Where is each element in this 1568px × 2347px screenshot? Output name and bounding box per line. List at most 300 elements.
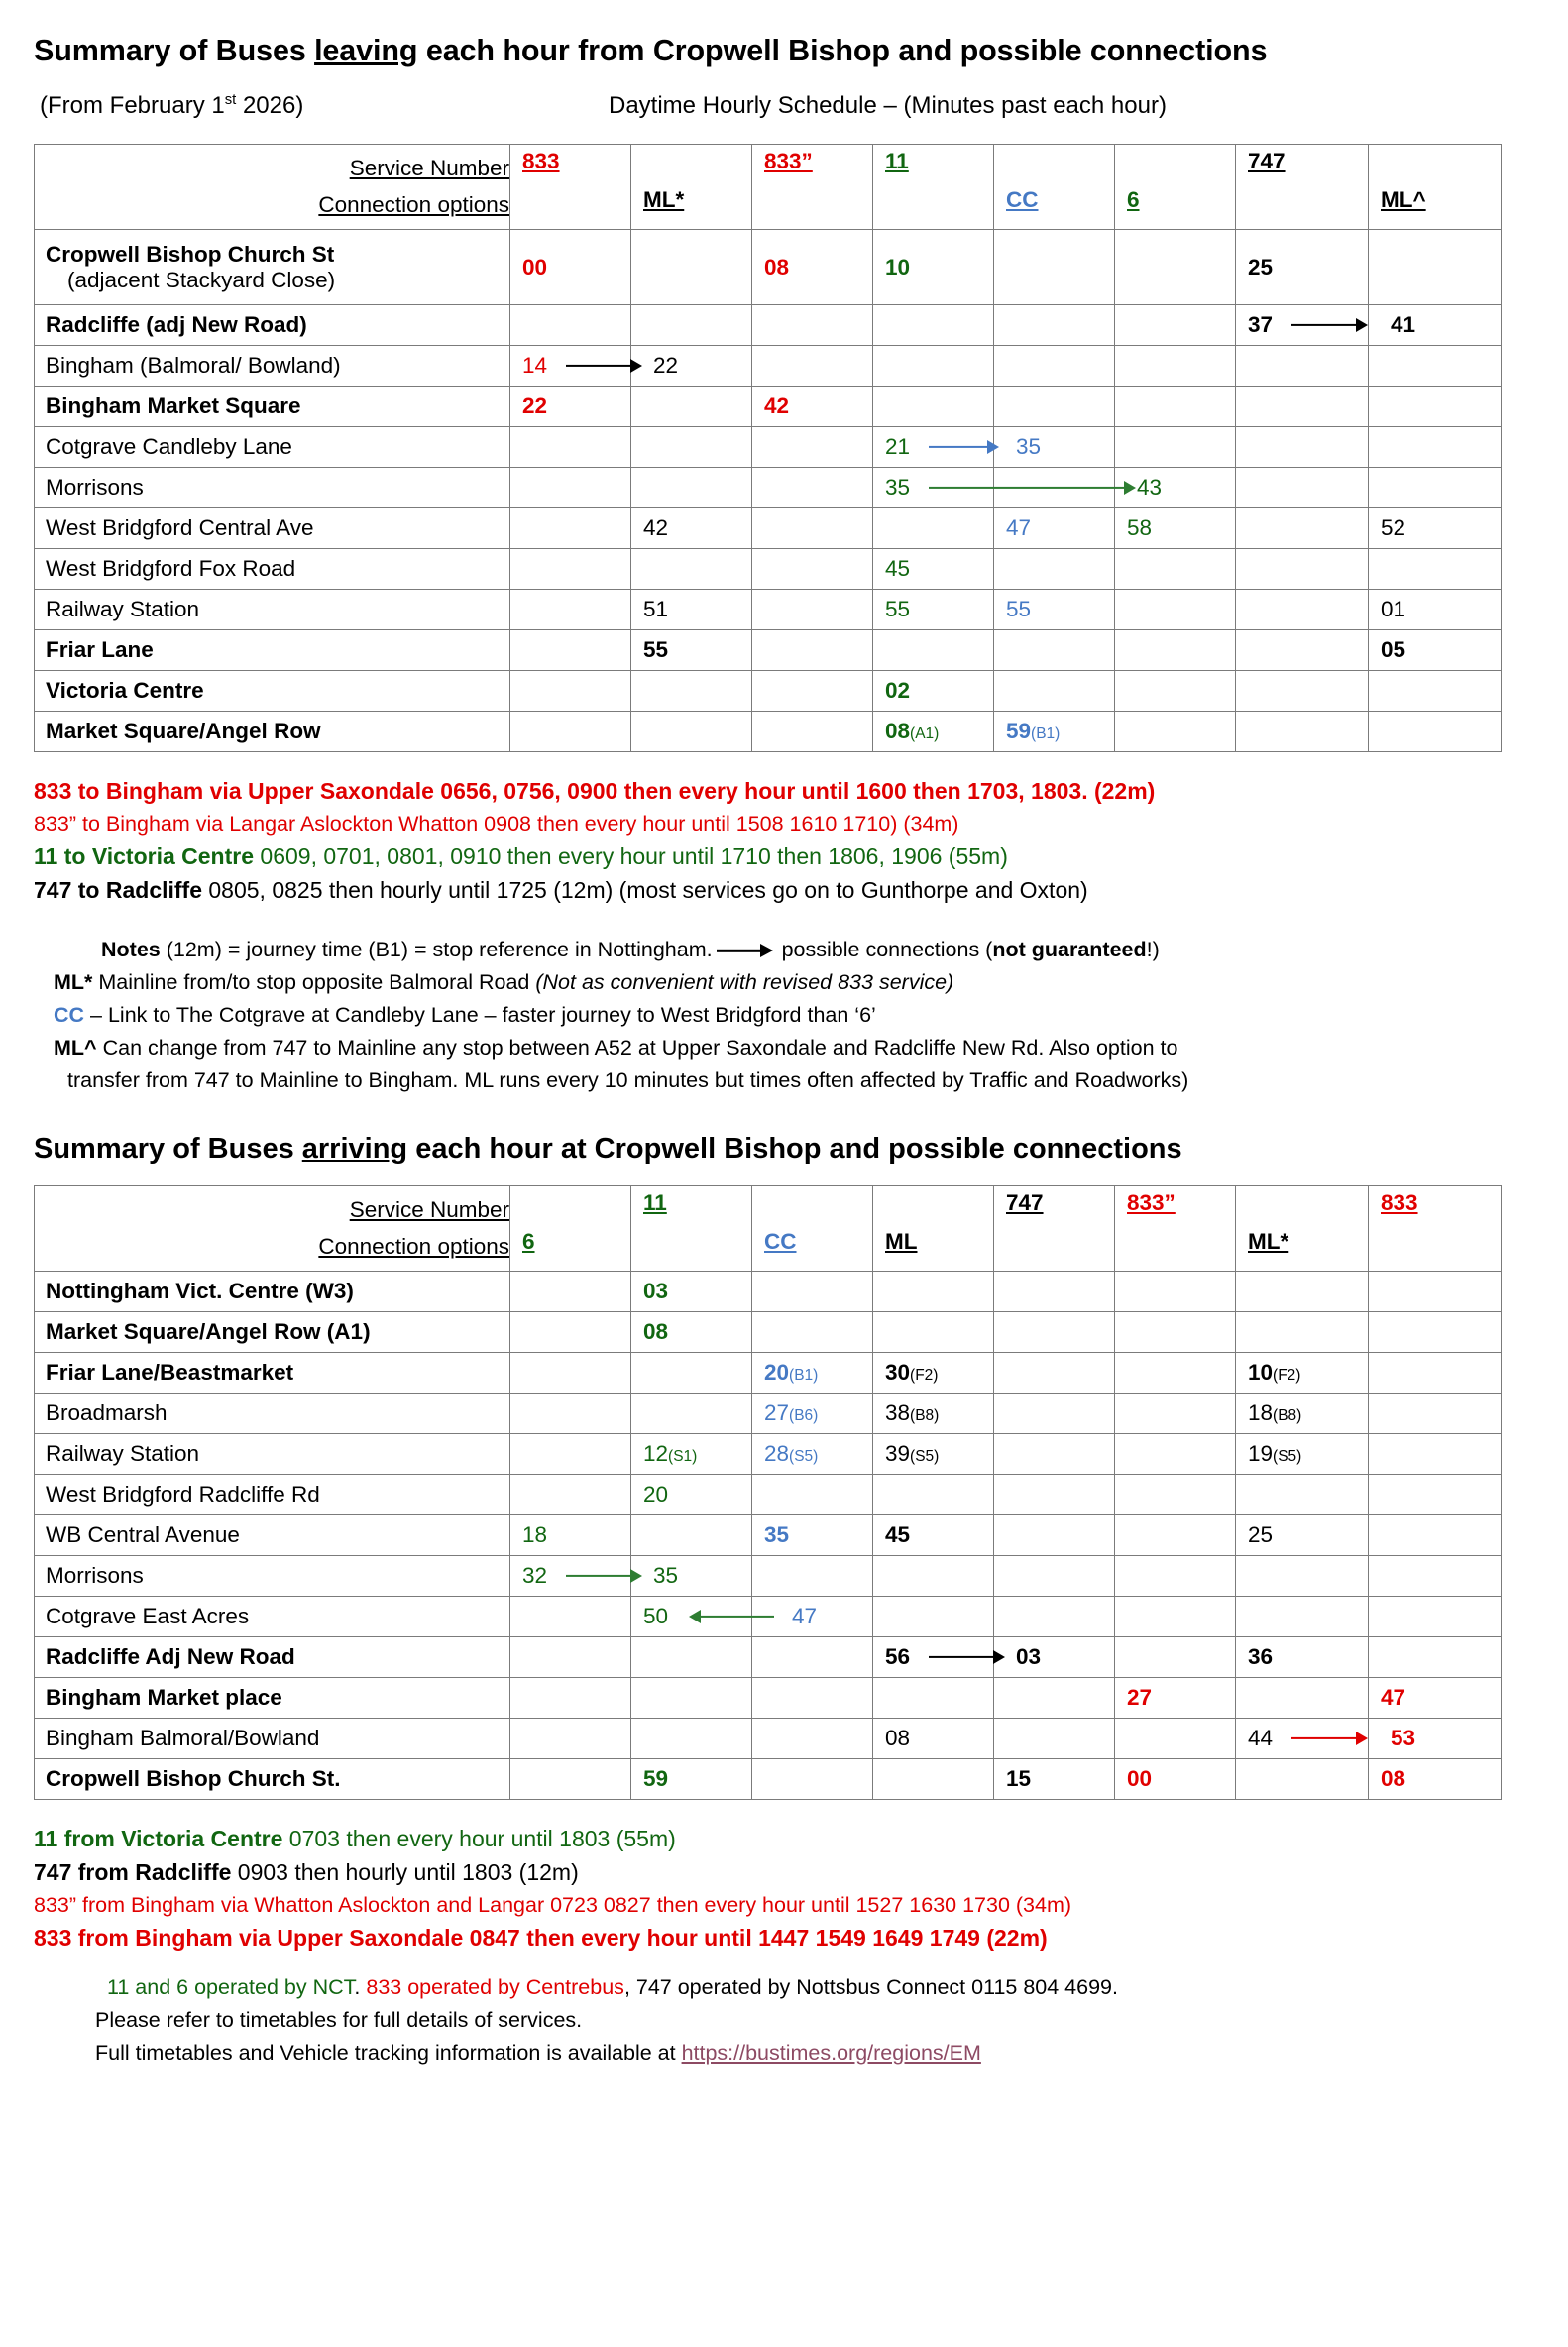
column-connection-option: ML^ bbox=[1381, 187, 1426, 212]
time-cell bbox=[873, 427, 994, 468]
column-header-6-0 bbox=[510, 1186, 631, 1272]
time-value: 19 bbox=[1248, 1441, 1274, 1466]
time-cell bbox=[873, 1759, 994, 1800]
operator-nct: 11 and 6 operated by NCT bbox=[107, 1975, 355, 1999]
note-ml-caret-cont: transfer from 747 to Mainline to Bingham. ML runs every 10 minutes but times often affected by Traffic and Roadworks) bbox=[67, 1068, 1189, 1092]
time-cell bbox=[510, 630, 631, 671]
connection-arrow-icon bbox=[1291, 1732, 1369, 1744]
time-cell bbox=[994, 1475, 1115, 1515]
time-value: 38 bbox=[885, 1400, 911, 1425]
stop-reference: (B1) bbox=[1031, 726, 1061, 742]
time-cell bbox=[994, 630, 1115, 671]
table-row bbox=[35, 1719, 1502, 1759]
column-header-ML-7 bbox=[1369, 145, 1502, 230]
time-cell bbox=[1115, 630, 1236, 671]
table-row bbox=[35, 1759, 1502, 1800]
note-ml-caret bbox=[34, 1036, 1534, 1061]
time-cell bbox=[994, 230, 1115, 305]
time-cell bbox=[994, 1312, 1115, 1353]
time-cell bbox=[994, 346, 1115, 387]
service-times: 0805, 0825 then hourly until 1725 (12m) (most services go on to Gunthorpe and Oxton) bbox=[202, 877, 1088, 903]
time-value: 51 bbox=[643, 597, 669, 621]
time-value: 00 bbox=[1127, 1766, 1153, 1791]
time-cell bbox=[752, 346, 873, 387]
time-cell bbox=[631, 1556, 752, 1597]
operator-nottsbus: , 747 operated by Nottsbus Connect 0115 804 4699. bbox=[623, 1975, 1118, 1999]
time-value: 08 bbox=[643, 1319, 669, 1344]
time-value: 01 bbox=[1381, 597, 1406, 621]
time-cell bbox=[873, 1272, 994, 1312]
time-cell bbox=[1369, 671, 1502, 712]
service-number: 833” bbox=[34, 812, 77, 836]
time-cell bbox=[752, 712, 873, 752]
leaving-service-legend bbox=[34, 778, 1534, 904]
stop-name-cell: West Bridgford Radcliffe Rd bbox=[35, 1475, 510, 1515]
time-value: 45 bbox=[885, 1522, 911, 1547]
time-value: 35 bbox=[653, 1563, 679, 1588]
time-cell bbox=[994, 508, 1115, 549]
column-service-number: 833 bbox=[522, 149, 560, 173]
table-row bbox=[35, 1515, 1502, 1556]
time-cell bbox=[1369, 387, 1502, 427]
stop-reference: (S5) bbox=[789, 1448, 819, 1465]
column-service-number: 747 bbox=[1248, 149, 1286, 173]
time-cell bbox=[510, 468, 631, 508]
time-cell bbox=[510, 1678, 631, 1719]
time-cell bbox=[631, 508, 752, 549]
time-cell bbox=[510, 387, 631, 427]
service-number: 747 bbox=[34, 877, 72, 903]
time-cell bbox=[631, 1597, 752, 1637]
title-pre: Summary of Buses bbox=[34, 34, 315, 67]
effective-date-pre: (From February 1 bbox=[40, 92, 225, 119]
time-cell bbox=[1115, 508, 1236, 549]
column-service-number: 833 bbox=[1381, 1190, 1418, 1215]
connection-arrow-icon bbox=[717, 946, 778, 955]
time-cell bbox=[1369, 305, 1502, 346]
column-header-ML-3 bbox=[873, 1186, 994, 1272]
time-cell bbox=[1115, 387, 1236, 427]
time-cell bbox=[1236, 671, 1369, 712]
column-header-833-5 bbox=[1115, 1186, 1236, 1272]
time-cell bbox=[631, 468, 752, 508]
time-cell bbox=[1369, 549, 1502, 590]
time-cell bbox=[1115, 1475, 1236, 1515]
column-service-number: 747 bbox=[1006, 1190, 1044, 1215]
tracking-text: Full timetables and Vehicle tracking information is available at bbox=[95, 2041, 682, 2065]
time-value: 27 bbox=[764, 1400, 790, 1425]
time-cell bbox=[752, 305, 873, 346]
table-row bbox=[35, 1394, 1502, 1434]
column-header-ML-1 bbox=[631, 145, 752, 230]
stop-name-sub: (adjacent Stackyard Close) bbox=[67, 267, 336, 292]
note-cc bbox=[34, 1003, 1534, 1028]
time-cell bbox=[1236, 305, 1369, 346]
column-service-number: 11 bbox=[643, 1190, 667, 1215]
time-cell bbox=[1369, 1719, 1502, 1759]
time-cell bbox=[1369, 1759, 1502, 1800]
stop-name-cell: Cropwell Bishop Church St. bbox=[35, 1759, 510, 1800]
service-number: 833 bbox=[34, 778, 72, 804]
time-cell bbox=[1369, 1515, 1502, 1556]
time-cell bbox=[994, 1515, 1115, 1556]
column-header-747-6 bbox=[1236, 145, 1369, 230]
time-cell bbox=[1115, 671, 1236, 712]
time-cell bbox=[994, 1597, 1115, 1637]
time-value: 39 bbox=[885, 1441, 911, 1466]
time-value: 18 bbox=[522, 1522, 548, 1547]
stop-name-cell: Friar Lane/Beastmarket bbox=[35, 1353, 510, 1394]
time-cell bbox=[1369, 1556, 1502, 1597]
notes-not-guaranteed: not guaranteed bbox=[992, 938, 1147, 961]
time-value: 28 bbox=[764, 1441, 790, 1466]
stop-reference: (F2) bbox=[910, 1367, 939, 1384]
time-cell bbox=[631, 1353, 752, 1394]
ml-caret-text: Can change from 747 to Mainline any stop between A52 at Upper Saxondale and Radcliffe New Rd. Also option to bbox=[96, 1036, 1178, 1060]
time-cell bbox=[1369, 712, 1502, 752]
time-cell bbox=[510, 671, 631, 712]
bustimes-link[interactable]: https://bustimes.org/regions/EM bbox=[681, 2041, 981, 2065]
time-cell bbox=[1115, 1353, 1236, 1394]
time-cell bbox=[1236, 1637, 1369, 1678]
stop-name-cell: West Bridgford Fox Road bbox=[35, 549, 510, 590]
time-value: 32 bbox=[522, 1563, 548, 1588]
time-value: 03 bbox=[1016, 1644, 1042, 1669]
time-value: 35 bbox=[885, 475, 911, 500]
service-legend-line bbox=[34, 812, 1534, 837]
column-header-6-5 bbox=[1115, 145, 1236, 230]
time-cell bbox=[1369, 1353, 1502, 1394]
stop-name-cell: Market Square/Angel Row (A1) bbox=[35, 1312, 510, 1353]
time-cell bbox=[1115, 1556, 1236, 1597]
time-cell bbox=[994, 590, 1115, 630]
stop-reference: (S5) bbox=[910, 1448, 940, 1465]
time-cell bbox=[994, 305, 1115, 346]
time-cell bbox=[873, 590, 994, 630]
service-destination: to Radcliffe bbox=[71, 877, 202, 903]
column-connection-option: CC bbox=[764, 1229, 797, 1254]
stop-name-cell: Cotgrave East Acres bbox=[35, 1597, 510, 1637]
stop-name-cell bbox=[35, 230, 510, 305]
stop-name-cell: Victoria Centre bbox=[35, 671, 510, 712]
stop-name-cell: West Bridgford Central Ave bbox=[35, 508, 510, 549]
time-cell bbox=[752, 1597, 873, 1637]
service-legend-line bbox=[34, 1826, 1534, 1852]
time-value: 14 bbox=[522, 353, 548, 378]
time-cell bbox=[873, 1719, 994, 1759]
time-cell bbox=[631, 1719, 752, 1759]
stop-name-cell: Railway Station bbox=[35, 590, 510, 630]
time-cell bbox=[631, 1394, 752, 1434]
time-cell bbox=[631, 346, 752, 387]
stop-name-cell: WB Central Avenue bbox=[35, 1515, 510, 1556]
service-description: from Bingham via Whatton Aslockton and Langar 0723 0827 then every hour until 1527 1630 1730 (34m) bbox=[76, 1893, 1072, 1917]
time-value: 59 bbox=[1006, 719, 1032, 743]
time-cell bbox=[631, 671, 752, 712]
time-cell bbox=[631, 387, 752, 427]
stop-name-cell: Bingham Balmoral/Bowland bbox=[35, 1719, 510, 1759]
time-cell bbox=[994, 1637, 1115, 1678]
column-connection-option: ML* bbox=[643, 187, 685, 212]
column-header-11-3 bbox=[873, 145, 994, 230]
time-value: 55 bbox=[885, 597, 911, 621]
time-cell bbox=[873, 1475, 994, 1515]
time-cell bbox=[510, 1719, 631, 1759]
time-cell bbox=[1369, 1597, 1502, 1637]
stop-reference: (B8) bbox=[910, 1407, 940, 1424]
page-title-leaving bbox=[34, 34, 1534, 68]
header-labels-cell bbox=[35, 145, 510, 230]
service-description: to Bingham via Upper Saxondale 0656, 0756, 0900 then every hour until 1600 then 1703, 1803. (22m) bbox=[71, 778, 1156, 804]
table-row bbox=[35, 1312, 1502, 1353]
time-cell bbox=[994, 671, 1115, 712]
time-value: 02 bbox=[885, 678, 911, 703]
time-cell bbox=[752, 1272, 873, 1312]
stop-reference: (S1) bbox=[668, 1448, 698, 1465]
time-cell bbox=[873, 1678, 994, 1719]
service-legend-line bbox=[34, 1893, 1534, 1918]
column-connection-option: ML bbox=[885, 1229, 918, 1254]
table-row bbox=[35, 590, 1502, 630]
table-row bbox=[35, 1678, 1502, 1719]
time-value: 08 bbox=[764, 254, 790, 279]
time-cell bbox=[994, 1719, 1115, 1759]
time-cell bbox=[510, 1597, 631, 1637]
table-header-row bbox=[35, 145, 1502, 230]
time-cell bbox=[631, 630, 752, 671]
service-description: to Bingham via Langar Aslockton Whatton 0908 then every hour until 1508 1610 1710) (34m) bbox=[76, 812, 959, 836]
time-cell bbox=[1236, 230, 1369, 305]
column-header-ML-6 bbox=[1236, 1186, 1369, 1272]
column-header-833-7 bbox=[1369, 1186, 1502, 1272]
time-cell bbox=[1236, 1353, 1369, 1394]
time-value: 12 bbox=[643, 1441, 669, 1466]
time-cell bbox=[752, 468, 873, 508]
connection-arrow-icon bbox=[929, 441, 1000, 453]
time-cell bbox=[1369, 230, 1502, 305]
time-value: 36 bbox=[1248, 1644, 1274, 1669]
header-connection-options: Connection options bbox=[318, 191, 509, 217]
table-row bbox=[35, 1434, 1502, 1475]
time-cell bbox=[752, 1678, 873, 1719]
time-cell bbox=[631, 1759, 752, 1800]
header-connection-options: Connection options bbox=[318, 1233, 509, 1259]
time-cell bbox=[1369, 1434, 1502, 1475]
time-cell bbox=[873, 305, 994, 346]
time-cell bbox=[1236, 508, 1369, 549]
time-value: 27 bbox=[1127, 1685, 1153, 1710]
time-value: 05 bbox=[1381, 637, 1406, 662]
time-cell bbox=[510, 230, 631, 305]
time-cell bbox=[631, 1515, 752, 1556]
service-legend-line bbox=[34, 877, 1534, 904]
footer-tracking bbox=[34, 2041, 1534, 2066]
time-cell bbox=[1236, 590, 1369, 630]
stop-reference: (B6) bbox=[789, 1407, 819, 1424]
time-cell bbox=[510, 1272, 631, 1312]
time-cell bbox=[752, 1515, 873, 1556]
service-number: 833” bbox=[34, 1893, 77, 1917]
service-times: 0703 then every hour until 1803 (55m) bbox=[282, 1826, 676, 1851]
time-cell bbox=[752, 630, 873, 671]
time-cell bbox=[1236, 549, 1369, 590]
service-legend-line bbox=[34, 843, 1534, 870]
time-cell bbox=[510, 549, 631, 590]
time-cell bbox=[1236, 630, 1369, 671]
time-cell bbox=[1369, 630, 1502, 671]
time-cell bbox=[752, 508, 873, 549]
time-value: 37 bbox=[1248, 312, 1274, 337]
time-cell bbox=[1236, 346, 1369, 387]
title-emphasis-leaving: leaving bbox=[314, 34, 418, 67]
table-row bbox=[35, 549, 1502, 590]
time-cell bbox=[1236, 1678, 1369, 1719]
stop-name-cell: Railway Station bbox=[35, 1434, 510, 1475]
time-value: 10 bbox=[1248, 1360, 1274, 1385]
time-value: 08 bbox=[885, 1726, 911, 1750]
service-number: 11 bbox=[34, 843, 58, 869]
time-cell bbox=[873, 712, 994, 752]
time-cell bbox=[1115, 346, 1236, 387]
service-number: 747 bbox=[34, 1859, 72, 1885]
time-value: 47 bbox=[1381, 1685, 1406, 1710]
time-value: 42 bbox=[643, 515, 669, 540]
time-cell bbox=[1236, 427, 1369, 468]
time-cell bbox=[752, 427, 873, 468]
table-row bbox=[35, 1637, 1502, 1678]
time-cell bbox=[994, 1272, 1115, 1312]
time-cell bbox=[1115, 590, 1236, 630]
ml-star-text: Mainline from/to stop opposite Balmoral Road bbox=[92, 970, 536, 994]
note-general bbox=[34, 938, 1534, 962]
time-cell bbox=[631, 1637, 752, 1678]
time-cell bbox=[994, 387, 1115, 427]
table-row bbox=[35, 1597, 1502, 1637]
stop-name-cell: Market Square/Angel Row bbox=[35, 712, 510, 752]
leaving-schedule-table bbox=[34, 144, 1502, 752]
time-cell bbox=[873, 1556, 994, 1597]
time-value: 35 bbox=[1016, 434, 1042, 459]
notes-text-a: (12m) = journey time (B1) = stop reference in Nottingham. bbox=[160, 938, 713, 961]
service-destination: from Victoria Centre bbox=[57, 1826, 283, 1851]
stop-name-cell: Bingham (Balmoral/ Bowland) bbox=[35, 346, 510, 387]
stop-name-cell: Nottingham Vict. Centre (W3) bbox=[35, 1272, 510, 1312]
time-cell bbox=[631, 230, 752, 305]
title2-pre: Summary of Buses bbox=[34, 1133, 302, 1165]
time-cell bbox=[1236, 1434, 1369, 1475]
time-cell bbox=[873, 1637, 994, 1678]
time-cell bbox=[510, 305, 631, 346]
time-value: 53 bbox=[1391, 1726, 1416, 1750]
time-value: 18 bbox=[1248, 1400, 1274, 1425]
time-cell bbox=[510, 1637, 631, 1678]
time-cell bbox=[1236, 1515, 1369, 1556]
time-cell bbox=[1115, 1272, 1236, 1312]
time-cell bbox=[873, 630, 994, 671]
time-value: 15 bbox=[1006, 1766, 1032, 1791]
table-row bbox=[35, 346, 1502, 387]
stop-name-cell: Morrisons bbox=[35, 1556, 510, 1597]
arriving-schedule-table bbox=[34, 1185, 1502, 1800]
time-cell bbox=[1236, 1759, 1369, 1800]
time-cell bbox=[631, 1434, 752, 1475]
time-cell bbox=[1369, 590, 1502, 630]
service-number: 833 bbox=[34, 1925, 72, 1951]
column-header-747-4 bbox=[994, 1186, 1115, 1272]
time-cell bbox=[752, 1312, 873, 1353]
time-cell bbox=[994, 427, 1115, 468]
time-cell bbox=[1369, 1637, 1502, 1678]
time-value: 41 bbox=[1391, 312, 1416, 337]
service-destination: from Radcliffe bbox=[71, 1859, 232, 1885]
time-cell bbox=[752, 671, 873, 712]
time-value: 08 bbox=[1381, 1766, 1406, 1791]
table-row bbox=[35, 230, 1502, 305]
time-cell bbox=[752, 1759, 873, 1800]
time-cell bbox=[631, 549, 752, 590]
time-value: 44 bbox=[1248, 1726, 1274, 1750]
time-cell bbox=[510, 508, 631, 549]
table-row bbox=[35, 1556, 1502, 1597]
time-cell bbox=[994, 1678, 1115, 1719]
time-cell bbox=[631, 427, 752, 468]
time-cell bbox=[1236, 1394, 1369, 1434]
time-cell bbox=[1236, 1719, 1369, 1759]
effective-date-post: 2026) bbox=[236, 92, 304, 119]
time-cell bbox=[752, 1394, 873, 1434]
column-connection-option: ML* bbox=[1248, 1229, 1289, 1254]
stop-reference: (F2) bbox=[1273, 1367, 1301, 1384]
time-cell bbox=[1115, 1434, 1236, 1475]
time-cell bbox=[1115, 1678, 1236, 1719]
column-service-number: 833” bbox=[764, 149, 813, 173]
service-destination: to Victoria Centre bbox=[57, 843, 255, 869]
time-value: 50 bbox=[643, 1604, 669, 1628]
time-cell bbox=[752, 1556, 873, 1597]
column-header-CC-4 bbox=[994, 145, 1115, 230]
effective-date-row bbox=[34, 92, 1534, 124]
time-value: 20 bbox=[643, 1482, 669, 1507]
service-times: 0903 then hourly until 1803 (12m) bbox=[231, 1859, 579, 1885]
time-cell bbox=[1115, 230, 1236, 305]
time-value: 10 bbox=[885, 254, 911, 279]
time-cell bbox=[994, 1394, 1115, 1434]
time-cell bbox=[1115, 305, 1236, 346]
time-cell bbox=[510, 1353, 631, 1394]
time-cell bbox=[873, 1394, 994, 1434]
time-cell bbox=[631, 1678, 752, 1719]
column-header-833-0 bbox=[510, 145, 631, 230]
time-cell bbox=[873, 346, 994, 387]
time-cell bbox=[873, 1434, 994, 1475]
time-cell bbox=[873, 468, 994, 508]
stop-reference: (A1) bbox=[910, 726, 940, 742]
time-cell bbox=[873, 508, 994, 549]
time-cell bbox=[510, 1394, 631, 1434]
time-cell bbox=[752, 1434, 873, 1475]
time-cell bbox=[1115, 1597, 1236, 1637]
stop-name-cell: Broadmarsh bbox=[35, 1394, 510, 1434]
time-cell bbox=[1115, 1394, 1236, 1434]
time-cell bbox=[1236, 1272, 1369, 1312]
time-cell bbox=[994, 712, 1115, 752]
time-cell bbox=[1236, 1475, 1369, 1515]
footer-refer-note: Please refer to timetables for full details of services. bbox=[95, 2008, 583, 2032]
time-value: 35 bbox=[764, 1522, 790, 1547]
time-cell bbox=[1369, 346, 1502, 387]
time-value: 45 bbox=[885, 556, 911, 581]
ml-star-italic: (Not as convenient with revised 833 service) bbox=[535, 970, 954, 994]
